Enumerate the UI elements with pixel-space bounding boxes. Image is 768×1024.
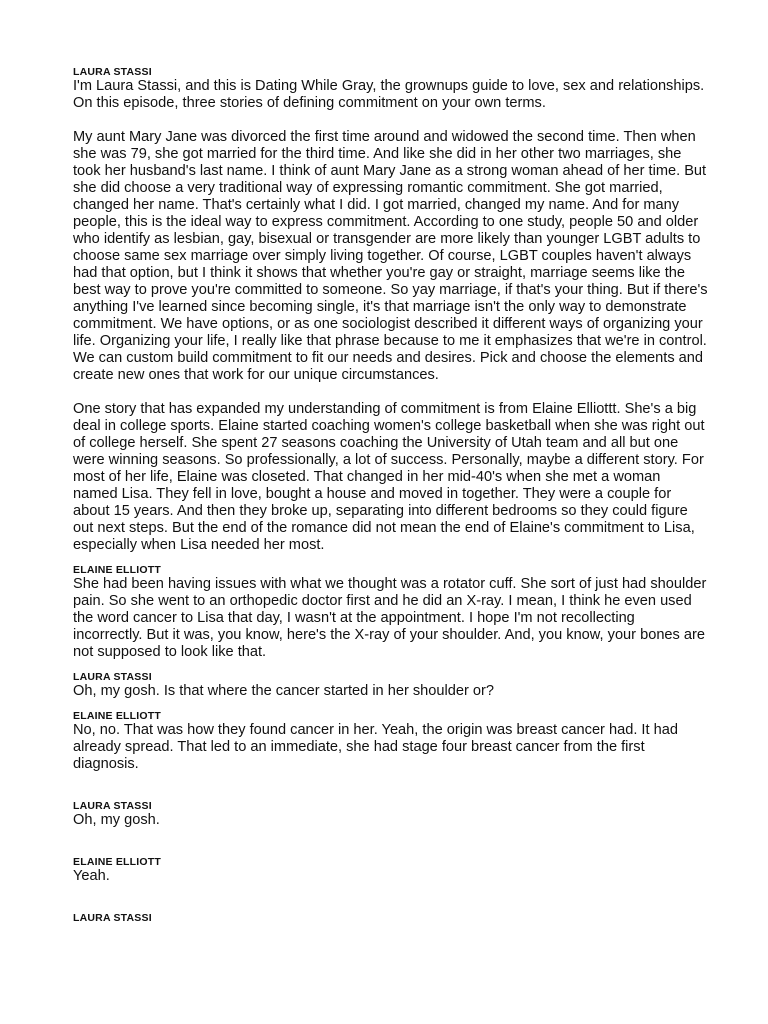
speaker-name: LAURA STASSI — [73, 671, 152, 683]
dialogue-paragraph: No, no. That was how they found cancer in her. Yeah, the origin was breast cancer had. It had already spread. That led to an immediate, she had stage four breast cancer from the first diagnosis. — [73, 722, 678, 772]
speaker-block — [73, 710, 708, 773]
dialogue-paragraph: I'm Laura Stassi, and this is Dating While Gray, the grownups guide to love, sex and relationships. On this episode, three stories of defining commitment on your own terms. — [73, 78, 705, 111]
dialogue-paragraph: Oh, my gosh. Is that where the cancer started in her shoulder or? — [73, 683, 495, 699]
speaker-name: ELAINE ELLIOTT — [73, 856, 161, 868]
dialogue-paragraph: One story that has expanded my understanding of commitment is from Elaine Elliottt. She's a big deal in college sports. Elaine started coaching women's college basketball when she was right out of college herself. She spent 27 seasons coaching the University of Utah team and all but one were winning seasons. So professionally, a lot of success. Personally, maybe a different story. For most of her life, Elaine was closeted. That changed in her mid-40's when she met a woman named Lisa. They fell in love, bought a house and moved in together. They were a couple for about 15 years. And then they broke up, separating into different bedrooms so they could figure out next steps. But the end of the romance did not mean the end of Elaine's commitment to Lisa, especially when Lisa needed her most. — [73, 401, 705, 553]
transcript-page — [73, 66, 708, 924]
speaker-name: ELAINE ELLIOTT — [73, 710, 161, 722]
speaker-block — [73, 912, 708, 924]
speaker-name: LAURA STASSI — [73, 800, 152, 812]
speaker-block — [73, 800, 708, 829]
dialogue-paragraph: My aunt Mary Jane was divorced the first time around and widowed the second time. Then when she was 79, she got married for the third time. And like she did in her other two marriages, she took her husband's last name. I think of aunt Mary Jane as a strong woman ahead of her time. But she did choose a very traditional way of expressing romantic commitment. She got married, changed her name. That's certainly what I did. I got married, changed my name. And for many people, this is the ideal way to express commitment. According to one study, people 50 and older who identify as lesbian, gay, bisexual or transgender are more likely than younger LGBT adults to choose same sex marriage over simply living together. Of course, LGBT couples haven't always had that option, but I think it shows that whether you're gay or straight, marriage seems like the best way to prove you're committed to someone. So yay marriage, if that's your thing. But if there's anything I've learned since becoming single, it's that marriage isn't the only way to demonstrate commitment. We have options, or as one sociologist described it different ways of organizing your life. Organizing your life, I really like that phrase because to me it emphasizes that we're in control. We can custom build commitment to fit our needs and desires. Pick and choose the elements and create new ones that work for our unique circumstances. — [73, 129, 708, 383]
dialogue-paragraph: Oh, my gosh. — [73, 812, 160, 828]
dialogue-paragraph: Yeah. — [73, 868, 110, 884]
speaker-name: ELAINE ELLIOTT — [73, 564, 161, 576]
dialogue-paragraph: She had been having issues with what we thought was a rotator cuff. She sort of just had shoulder pain. So she went to an orthopedic doctor first and he did an X-ray. I mean, I think he even used the word cancer to Lisa that day, I wasn't at the appointment. I hope I'm not recollecting incorrectly. But it was, you know, here's the X-ray of your shoulder. And, you know, your bones are not supposed to look like that. — [73, 576, 707, 660]
speaker-block — [73, 66, 708, 554]
speaker-name: LAURA STASSI — [73, 66, 152, 78]
speaker-block — [73, 856, 708, 885]
speaker-block — [73, 671, 708, 700]
speaker-block — [73, 564, 708, 661]
speaker-name: LAURA STASSI — [73, 912, 152, 924]
